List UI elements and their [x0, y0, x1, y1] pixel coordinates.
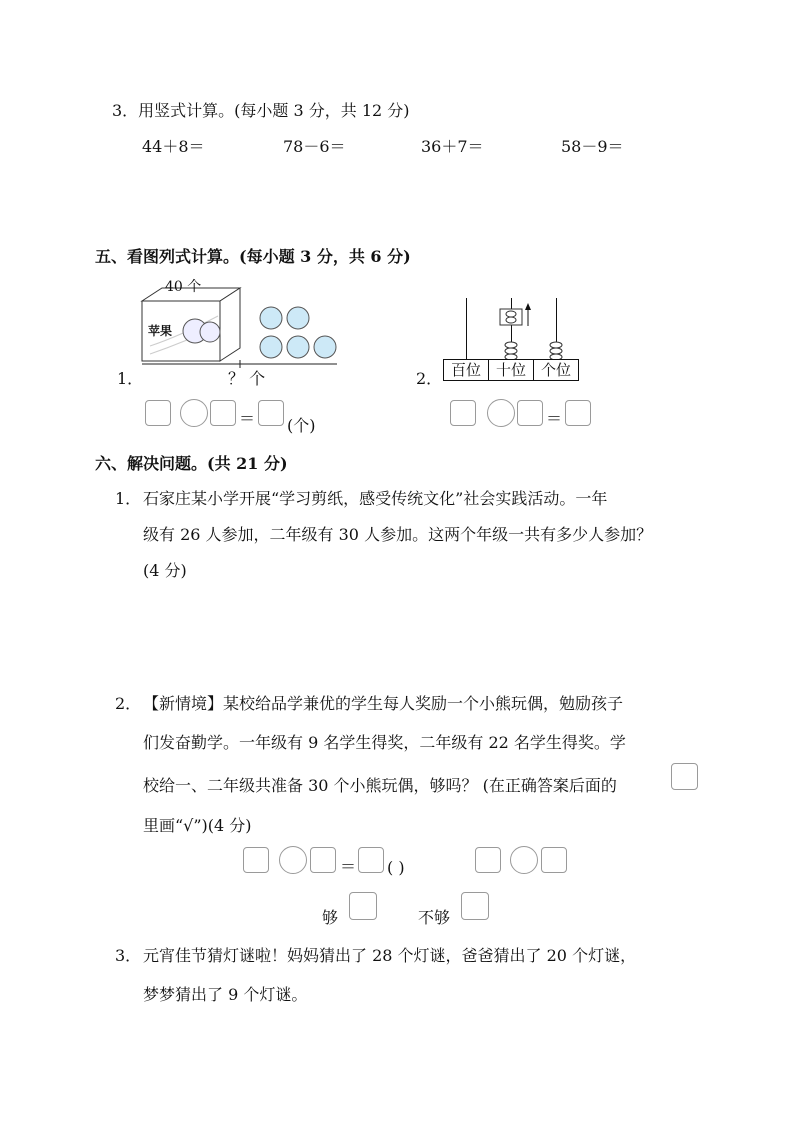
- q3-number: 3．: [115, 946, 142, 965]
- problem-2-number: 2．: [416, 369, 443, 388]
- q3-heading: 3．用竖式计算。(每小题 3 分，共 12 分): [112, 101, 410, 120]
- answer-box[interactable]: [450, 400, 476, 426]
- q1-line-1: 石家庄某小学开展“学习剪纸，感受传统文化”社会实践活动。一年: [143, 489, 608, 508]
- count-label: 40 个: [165, 279, 202, 295]
- not-enough-label: 不够: [418, 908, 451, 927]
- place-ones: 个位: [540, 361, 571, 379]
- section-5-title: 五、看图列式计算。(每小题 3 分，共 6 分): [95, 247, 411, 266]
- answer-box[interactable]: [310, 847, 336, 873]
- abacus-rod: [466, 298, 467, 360]
- q2-line-1: 【新情境】某校给品学兼优的学生每人奖励一个小熊玩偶，勉励孩子: [143, 694, 624, 713]
- q1-line-3: (4 分): [143, 561, 187, 580]
- unit-label: (个): [287, 416, 316, 435]
- answer-paren: ( ): [387, 858, 405, 877]
- operator-circle[interactable]: [487, 399, 515, 427]
- problem-4: 58－9＝: [561, 137, 624, 156]
- place-hundreds: 百位: [444, 360, 489, 380]
- problem-1: 44＋8＝: [142, 137, 205, 156]
- compare-circle[interactable]: [510, 846, 538, 874]
- compare-box[interactable]: [475, 847, 501, 873]
- equals-sign: ＝: [239, 409, 256, 428]
- answer-box[interactable]: [243, 847, 269, 873]
- equals-sign: ＝: [546, 409, 563, 428]
- operator-circle[interactable]: [279, 846, 307, 874]
- box-label: 苹果: [148, 324, 173, 338]
- question-label: ？ 个: [228, 369, 266, 388]
- problem-2: 78－6＝: [283, 137, 346, 156]
- q2-number: 2．: [115, 694, 142, 713]
- answer-box[interactable]: [565, 400, 591, 426]
- answer-box[interactable]: [517, 400, 543, 426]
- operator-circle[interactable]: [180, 399, 208, 427]
- problem-3: 36＋7＝: [421, 137, 484, 156]
- q2-line-4: 里画“√”)(4 分): [143, 816, 252, 835]
- compare-box[interactable]: [541, 847, 567, 873]
- not-enough-checkbox[interactable]: [461, 892, 489, 920]
- abacus-beads: [495, 300, 535, 360]
- q1-line-2: 级有 26 人参加，二年级有 30 人参加。这两个年级一共有多少人参加？: [143, 525, 653, 544]
- q2-line-3: 校给一、二年级共准备 30 个小熊玩偶，够吗？ (在正确答案后面的: [143, 776, 617, 795]
- place-tens: 十位: [489, 360, 534, 380]
- q3-line-1: 元宵佳节猜灯谜啦！妈妈猜出了 28 个灯谜，爸爸猜出了 20 个灯谜，: [143, 946, 637, 965]
- q3-line-2: 梦梦猜出了 9 个灯谜。: [143, 985, 308, 1004]
- enough-checkbox[interactable]: [349, 892, 377, 920]
- answer-box[interactable]: [358, 847, 384, 873]
- enough-label: 够: [322, 908, 339, 927]
- answer-box[interactable]: [210, 400, 236, 426]
- abacus-beads-ones: [545, 338, 567, 360]
- q2-line-2: 们发奋勤学。一年级有 9 名学生得奖，二年级有 22 名学生得奖。学: [143, 733, 626, 752]
- section-6-title: 六、解决问题。(共 21 分): [95, 454, 288, 473]
- problem-1-number: 1．: [117, 369, 144, 388]
- answer-box[interactable]: [145, 400, 171, 426]
- q1-number: 1．: [115, 489, 142, 508]
- checkbox-note: [671, 763, 698, 790]
- place-value-table: [443, 359, 579, 381]
- answer-box[interactable]: [258, 400, 284, 426]
- equals-sign: ＝: [340, 857, 357, 876]
